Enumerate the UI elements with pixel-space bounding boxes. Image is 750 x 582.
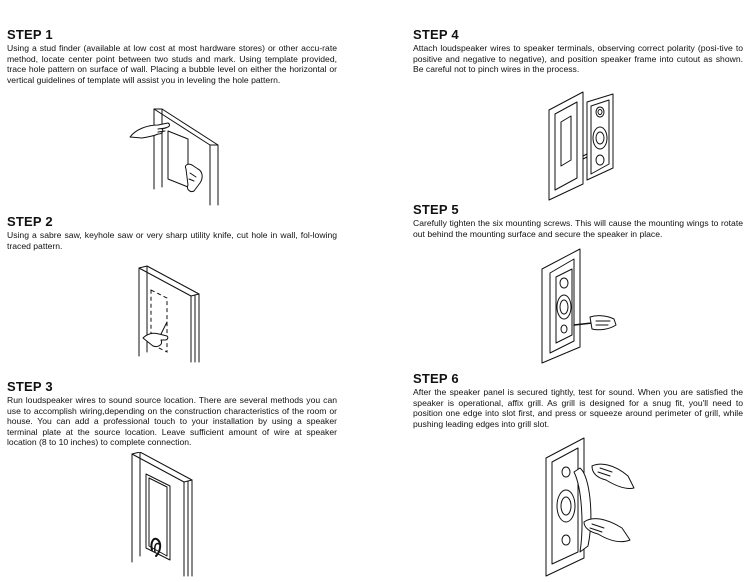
- step-1: [7, 27, 337, 85]
- step-3-text: Run loudspeaker wires to sound source location. There are several methods you can use to accomplish wiring,depending on the construction characteristics of the room or house. You can add a professional touch to your installation by using a speaker terminal plate at the source location. Leave sufficient amount of wire at speaker location (8 to 10 inches) to complete connection.: [7, 395, 337, 448]
- step-1-heading: STEP 1: [7, 27, 53, 42]
- step-2: [7, 214, 337, 251]
- step-1-text: Using a stud finder (available at low cost at most hardware stores) or other accu-rate method, locate center point between two studs and mark. Using template provided, trace hole pattern on surface of wall. Placing a bubble level on either the horizontal or vertical guidelines of template will assist you in leveling the hole pattern.: [7, 43, 337, 85]
- step-6-heading: STEP 6: [413, 371, 459, 386]
- step-4: [413, 27, 743, 75]
- step-5-text: Carefully tighten the six mounting screws. This will cause the mounting wings to rotate out behind the mounting surface and secure the speaker in place.: [413, 218, 743, 239]
- step-3-heading: STEP 3: [7, 379, 53, 394]
- step-4-heading: STEP 4: [413, 27, 459, 42]
- screw-tightening-illustration: [540, 247, 620, 365]
- step-2-text: Using a sabre saw, keyhole saw or very sharp utility knife, cut hole in wall, fol-lowing traced pattern.: [7, 230, 337, 251]
- wall-cutting-illustration: [137, 264, 207, 364]
- step-2-heading: STEP 2: [7, 214, 53, 229]
- template-tracing-illustration: [128, 107, 220, 207]
- step-4-text: Attach loudspeaker wires to speaker terminals, observing correct polarity (posi-tive to positive and negative to negative), and position speaker frame into cutout as shown. Be careful not to pinch wires in the process.: [413, 43, 743, 75]
- step-3: [7, 379, 337, 448]
- step-6: [413, 371, 743, 429]
- step-6-text: After the speaker panel is secured tightly, test for sound. When you are satisfied the speaker is operational, affix grill. As grill is designed for a snug fit, you'll need to position one edge into slot first, and press or squeeze around perimeter of grill, while pushing leading edges into grill slot.: [413, 387, 743, 429]
- step-5-heading: STEP 5: [413, 202, 459, 217]
- speaker-insertion-illustration: [547, 90, 617, 202]
- wire-routing-illustration: [128, 452, 198, 578]
- grill-attaching-illustration: [540, 436, 640, 578]
- step-5: [413, 202, 743, 239]
